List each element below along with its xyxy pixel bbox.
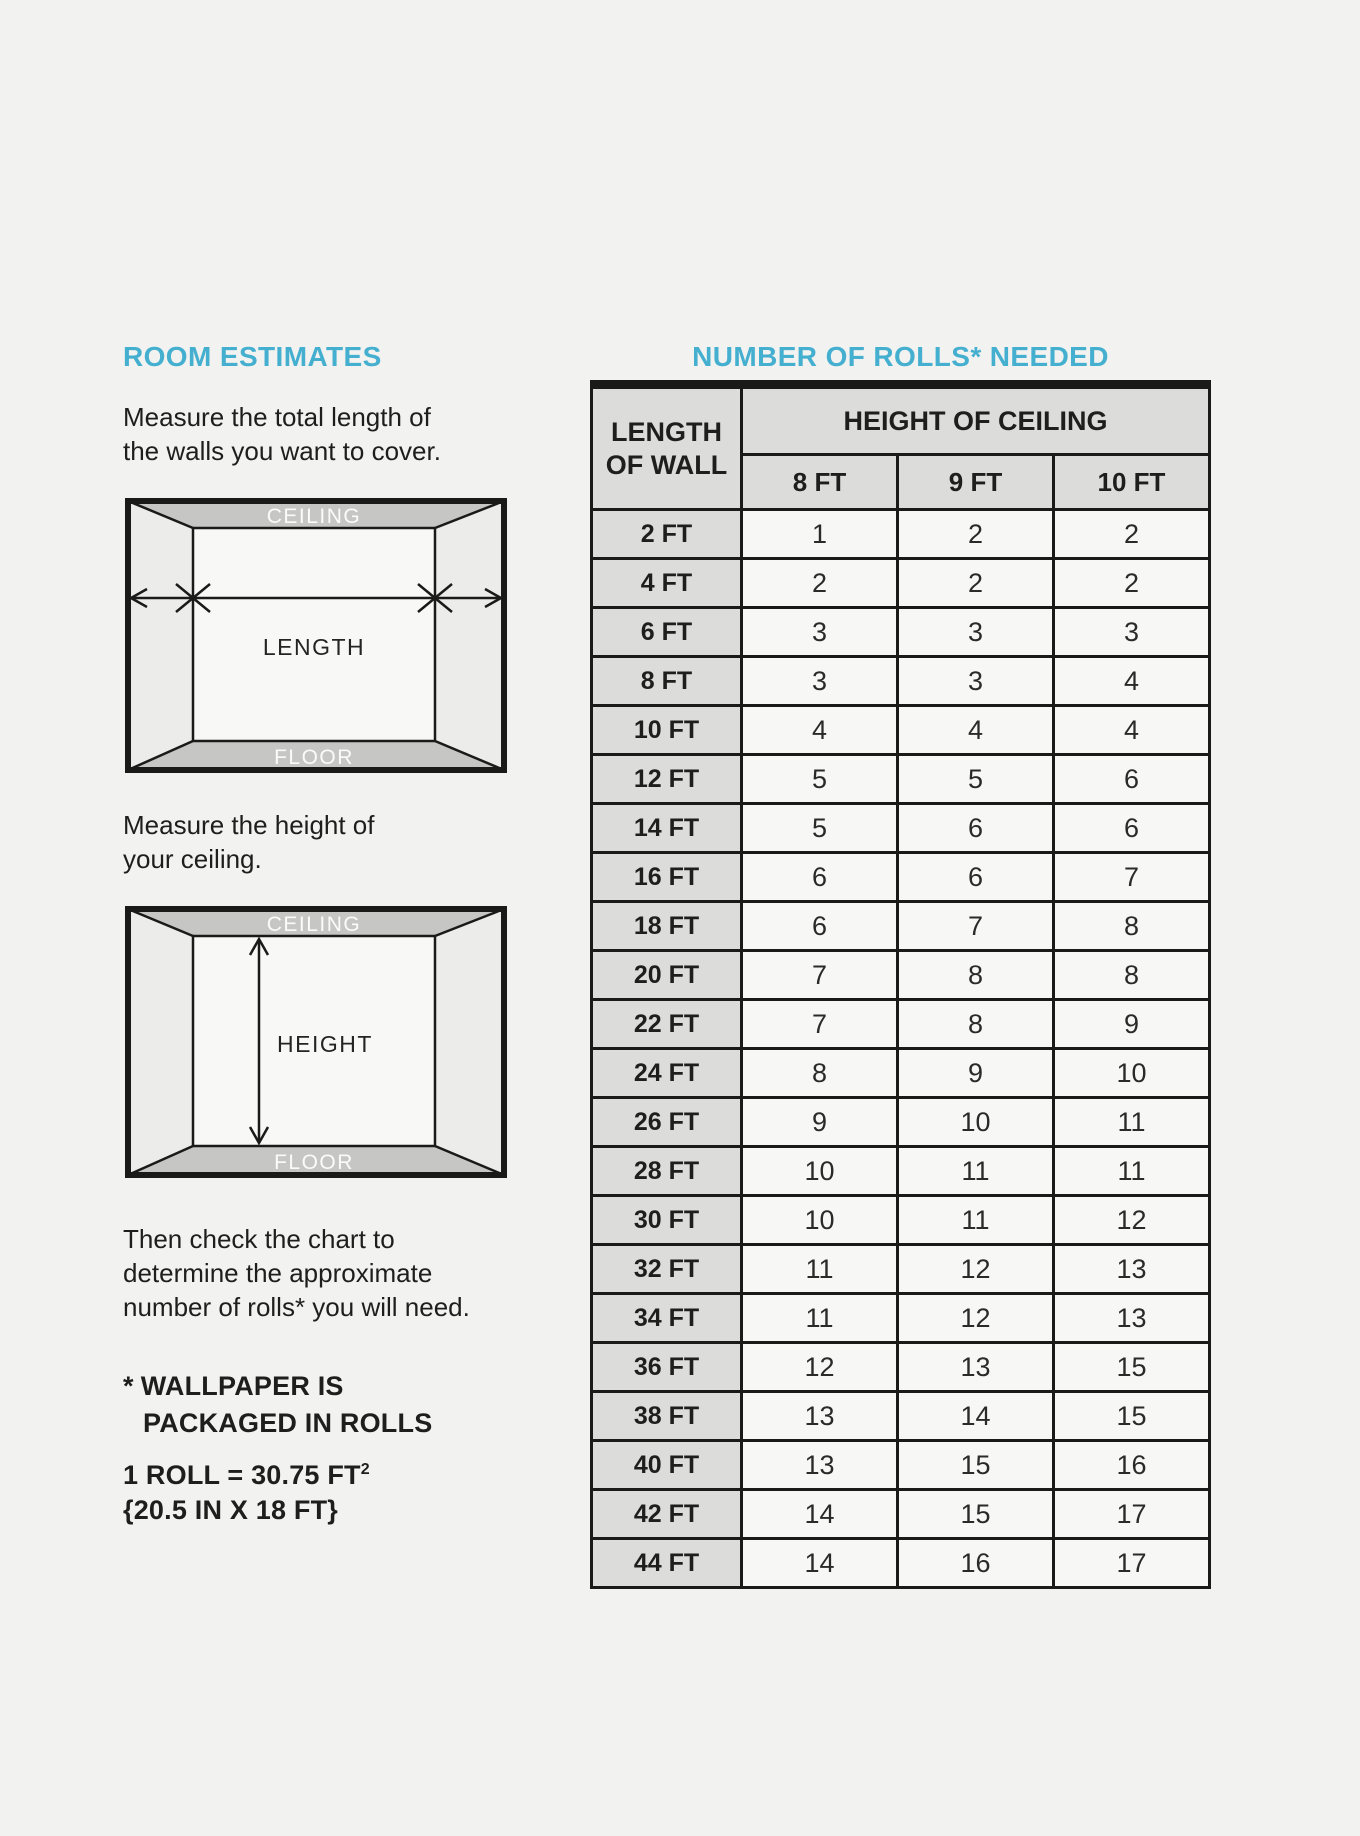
rolls-value-cell: 13 [898, 1343, 1054, 1392]
row-length-label: 8 FT [592, 657, 742, 706]
rolls-value-cell: 5 [742, 804, 898, 853]
rolls-value-cell: 11 [742, 1245, 898, 1294]
paragraph-line: Measure the total length of [123, 402, 431, 432]
rolls-value-cell: 4 [898, 706, 1054, 755]
room-height-diagram [125, 906, 507, 1183]
rolls-value-cell: 1 [742, 510, 898, 559]
height-label: HEIGHT [277, 1031, 373, 1057]
rolls-value-cell: 8 [898, 951, 1054, 1000]
room-length-diagram [125, 498, 507, 778]
row-length-label: 18 FT [592, 902, 742, 951]
table-row [592, 1245, 1210, 1294]
ceiling-9ft-header: 9 FT [898, 455, 1054, 510]
rolls-value-cell: 10 [898, 1098, 1054, 1147]
rolls-value-cell: 9 [898, 1049, 1054, 1098]
row-length-label: 28 FT [592, 1147, 742, 1196]
table-row [592, 1147, 1210, 1196]
length-label: LENGTH [262, 634, 366, 660]
length-of-wall-header [592, 385, 742, 510]
row-length-label: 4 FT [592, 559, 742, 608]
rolls-value-cell: 11 [1054, 1147, 1210, 1196]
rolls-value-cell: 4 [742, 706, 898, 755]
left-wall [128, 501, 193, 770]
floor-label: FLOOR [274, 1151, 354, 1174]
row-length-label: 42 FT [592, 1490, 742, 1539]
rolls-value-cell: 13 [1054, 1245, 1210, 1294]
table-row [592, 608, 1210, 657]
corner-header-line: LENGTH [611, 416, 722, 447]
table-row [592, 853, 1210, 902]
table-row [592, 951, 1210, 1000]
rolls-value-cell: 8 [898, 1000, 1054, 1049]
rolls-value-cell: 9 [742, 1098, 898, 1147]
rolls-value-cell: 15 [898, 1490, 1054, 1539]
footnote-line: PACKAGED IN ROLLS [143, 1408, 433, 1438]
corner-header-line: OF WALL [605, 449, 728, 480]
rolls-needed-heading: NUMBER OF ROLLS* NEEDED [692, 341, 1109, 372]
rolls-value-cell: 14 [742, 1490, 898, 1539]
check-chart-paragraph [123, 1222, 470, 1324]
rolls-value-cell: 11 [1054, 1098, 1210, 1147]
table-row [592, 706, 1210, 755]
rolls-value-cell: 2 [742, 559, 898, 608]
table-row [592, 1490, 1210, 1539]
rolls-value-cell: 8 [1054, 902, 1210, 951]
room-estimates-heading: ROOM ESTIMATES [123, 341, 382, 372]
rolls-value-cell: 6 [898, 853, 1054, 902]
row-length-label: 12 FT [592, 755, 742, 804]
row-length-label: 24 FT [592, 1049, 742, 1098]
paragraph-line: number of rolls* you will need. [123, 1292, 470, 1322]
rolls-value-cell: 6 [742, 853, 898, 902]
table-row [592, 1098, 1210, 1147]
table-row [592, 657, 1210, 706]
right-wall [435, 501, 504, 770]
rolls-value-cell: 11 [898, 1196, 1054, 1245]
row-length-label: 14 FT [592, 804, 742, 853]
rolls-value-cell: 12 [1054, 1196, 1210, 1245]
rolls-value-cell: 16 [898, 1539, 1054, 1588]
rolls-value-cell: 3 [1054, 608, 1210, 657]
roll-size-line1: 1 ROLL = 30.75 FT [123, 1460, 361, 1490]
table-row [592, 1294, 1210, 1343]
row-length-label: 10 FT [592, 706, 742, 755]
row-length-label: 22 FT [592, 1000, 742, 1049]
rolls-value-cell: 8 [742, 1049, 898, 1098]
paragraph-line: your ceiling. [123, 844, 262, 874]
rolls-value-cell: 5 [742, 755, 898, 804]
table-row [592, 559, 1210, 608]
left-wall [128, 909, 193, 1175]
table-row [592, 902, 1210, 951]
rolls-value-cell: 7 [898, 902, 1054, 951]
table-row [592, 1392, 1210, 1441]
rolls-needed-table [590, 380, 1211, 1589]
table-row [592, 510, 1210, 559]
row-length-label: 6 FT [592, 608, 742, 657]
paragraph-line: the walls you want to cover. [123, 436, 441, 466]
rolls-value-cell: 13 [1054, 1294, 1210, 1343]
rolls-value-cell: 7 [742, 1000, 898, 1049]
row-length-label: 40 FT [592, 1441, 742, 1490]
ceiling-label: CEILING [266, 505, 362, 528]
paragraph-line: determine the approximate [123, 1258, 433, 1288]
table-row [592, 1441, 1210, 1490]
rolls-value-cell: 11 [898, 1147, 1054, 1196]
table-header-row [592, 385, 1210, 455]
roll-size-line2: {20.5 IN X 18 FT} [123, 1495, 338, 1525]
rolls-value-cell: 15 [898, 1441, 1054, 1490]
rolls-value-cell: 8 [1054, 951, 1210, 1000]
row-length-label: 38 FT [592, 1392, 742, 1441]
rolls-value-cell: 6 [742, 902, 898, 951]
rolls-value-cell: 12 [898, 1294, 1054, 1343]
rolls-value-cell: 10 [1054, 1049, 1210, 1098]
table-row [592, 1000, 1210, 1049]
footnote-line: WALLPAPER IS [140, 1371, 344, 1401]
paragraph-line: Measure the height of [123, 810, 375, 840]
rolls-value-cell: 6 [1054, 804, 1210, 853]
table-row [592, 1539, 1210, 1588]
ceiling-8ft-header: 8 FT [742, 455, 898, 510]
row-length-label: 20 FT [592, 951, 742, 1000]
rolls-value-cell: 3 [742, 608, 898, 657]
rolls-value-cell: 12 [742, 1343, 898, 1392]
rolls-value-cell: 16 [1054, 1441, 1210, 1490]
wallpaper-footnote [123, 1368, 432, 1442]
rolls-value-cell: 3 [898, 657, 1054, 706]
row-length-label: 26 FT [592, 1098, 742, 1147]
row-length-label: 16 FT [592, 853, 742, 902]
measure-height-paragraph [123, 808, 375, 876]
rolls-table-head [592, 385, 1210, 510]
row-length-label: 44 FT [592, 1539, 742, 1588]
rolls-value-cell: 7 [1054, 853, 1210, 902]
rolls-value-cell: 6 [1054, 755, 1210, 804]
rolls-value-cell: 4 [1054, 706, 1210, 755]
paragraph-line: Then check the chart to [123, 1224, 395, 1254]
rolls-value-cell: 12 [898, 1245, 1054, 1294]
rolls-table-body [592, 510, 1210, 1588]
rolls-value-cell: 11 [742, 1294, 898, 1343]
measure-length-paragraph [123, 400, 441, 468]
rolls-value-cell: 2 [898, 510, 1054, 559]
rolls-value-cell: 5 [898, 755, 1054, 804]
rolls-value-cell: 9 [1054, 1000, 1210, 1049]
rolls-value-cell: 13 [742, 1441, 898, 1490]
rolls-value-cell: 13 [742, 1392, 898, 1441]
rolls-value-cell: 15 [1054, 1343, 1210, 1392]
ceiling-10ft-header: 10 FT [1054, 455, 1210, 510]
rolls-value-cell: 10 [742, 1147, 898, 1196]
right-wall [435, 909, 504, 1175]
rolls-value-cell: 17 [1054, 1490, 1210, 1539]
row-length-label: 30 FT [592, 1196, 742, 1245]
rolls-value-cell: 14 [898, 1392, 1054, 1441]
rolls-value-cell: 14 [742, 1539, 898, 1588]
table-row [592, 755, 1210, 804]
room-length-diagram-svg [125, 498, 507, 773]
table-row [592, 1196, 1210, 1245]
room-height-diagram-svg [125, 906, 507, 1178]
row-length-label: 32 FT [592, 1245, 742, 1294]
floor-label: FLOOR [274, 746, 354, 769]
rolls-value-cell: 3 [742, 657, 898, 706]
rolls-value-cell: 10 [742, 1196, 898, 1245]
rolls-value-cell: 3 [898, 608, 1054, 657]
squared-superscript: 2 [360, 1461, 370, 1478]
rolls-value-cell: 2 [1054, 510, 1210, 559]
rolls-value-cell: 2 [1054, 559, 1210, 608]
rolls-value-cell: 17 [1054, 1539, 1210, 1588]
roll-size-spec [123, 1458, 370, 1528]
row-length-label: 36 FT [592, 1343, 742, 1392]
row-length-label: 34 FT [592, 1294, 742, 1343]
rolls-value-cell: 2 [898, 559, 1054, 608]
rolls-value-cell: 6 [898, 804, 1054, 853]
table-row [592, 804, 1210, 853]
rolls-value-cell: 4 [1054, 657, 1210, 706]
table-row [592, 1343, 1210, 1392]
rolls-value-cell: 7 [742, 951, 898, 1000]
height-of-ceiling-header: HEIGHT OF CEILING [742, 385, 1210, 455]
row-length-label: 2 FT [592, 510, 742, 559]
table-row [592, 1049, 1210, 1098]
rolls-value-cell: 15 [1054, 1392, 1210, 1441]
ceiling-label: CEILING [266, 913, 362, 936]
footnote-asterisk: * [123, 1371, 134, 1401]
